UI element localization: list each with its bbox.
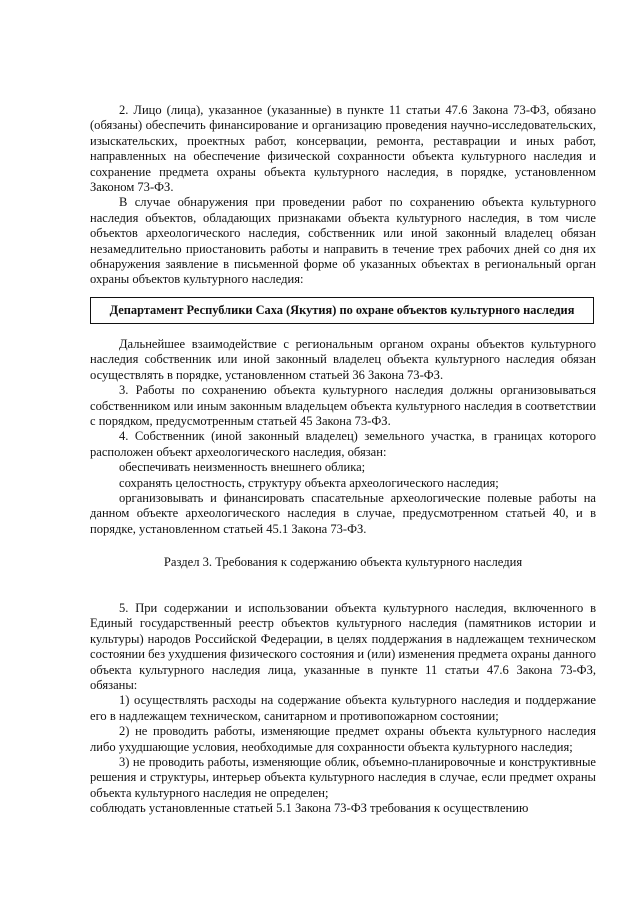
paragraph-5-item-3: 3) не проводить работы, изменяющие облик, объемно-планировочные и конструктивные решения и структуры, интерьер объекта культурного наследия в случае, если предмет охраны объекта культурного наследия не определен; [90, 755, 596, 800]
paragraph-4-item-a: обеспечивать неизменность внешнего облика; [119, 460, 366, 475]
paragraph-5-item-1: 1) осуществлять расходы на содержание объекта культурного наследия и поддержание его в надлежащем техническом, санитарном и противопожарном состоянии; [90, 693, 596, 723]
paragraph-4: 4. Собственник (иной законный владелец) земельного участка, в границах которого расположен объект археологического наследия, обязан: [90, 429, 596, 459]
paragraph-discovery: В случае обнаружения при проведении работ по сохранению объекта культурного наследия объектов, обладающих признаками объекта культурного наследия, в том числе объектов археологического наследия, собственник или иной законный владелец обязан незамедлительно приостановить работы и направить в течение трех рабочих дней со дня их обнаружения заявление в письменной форме об указанных объектах в региональный орган охраны объектов культурного наследия: [90, 195, 596, 287]
paragraph-5-item-2: 2) не проводить работы, изменяющие предмет охраны объекта культурного наследия либо ухудшающие условия, необходимые для сохранности объекта культурного наследия; [90, 724, 596, 754]
text-block-middle [90, 337, 596, 537]
paragraph-4-item-b: сохранять целостность, структуру объекта археологического наследия; [119, 475, 499, 490]
paragraph-3: 3. Работы по сохранению объекта культурного наследия должны организовываться собственником или иным законным владельцем объекта культурного наследия в соответствии с порядком, предусмотренным статьей 45 Закона 73-ФЗ. [90, 383, 596, 429]
authority-name: Департамент Республики Саха (Якутия) по охране объектов культурного наследия [109, 302, 575, 317]
paragraph-interaction: Дальнейшее взаимодействие с региональным органом охраны объектов культурного наследия собственник или иной законный владелец объекта культурного наследия обязан осуществлять в порядке, установленном статьей 36 Закона 73-ФЗ. [90, 337, 596, 382]
authority-box [90, 297, 594, 324]
section-heading: Раздел 3. Требования к содержанию объекта культурного наследия [163, 555, 523, 569]
paragraph-5: 5. При содержании и использовании объекта культурного наследия, включенного в Единый государственный реестр объектов культурного наследия (памятников истории и культуры) народов Российской Федерации, в целях поддержания в надлежащем техническом состоянии без ухудшения физического состояния и (или) изменения предмета охраны данного объекта культурного наследия лица, указанные в пункте 11 статьи 47.6 Закона 73-ФЗ, обязаны: [90, 601, 596, 693]
text-block-top [90, 103, 596, 288]
text-block-bottom [90, 601, 596, 817]
paragraph-4-item-c: организовывать и финансировать спасательные археологические полевые работы на данном объекте археологического наследия в случае, предусмотренном статьей 40, и в порядке, установленном статьей 45.1 Закона 73-ФЗ. [90, 491, 596, 536]
paragraph-5-continuation: соблюдать установленные статьей 5.1 Закона 73-ФЗ требования к осуществлению [90, 801, 529, 816]
paragraph-2: 2. Лицо (лица), указанное (указанные) в пункте 11 статьи 47.6 Закона 73-ФЗ, обязано (обязаны) обеспечить финансирование и организацию проведения научно-исследовательских, изыскательских, проектных работ, консервации, ремонта, реставрации и иных работ, направленных на обеспечение физической сохранности объекта культурного наследия и сохранение предмета охраны объекта культурного наследия, в порядке, установленном Законом 73-ФЗ. [90, 103, 596, 195]
